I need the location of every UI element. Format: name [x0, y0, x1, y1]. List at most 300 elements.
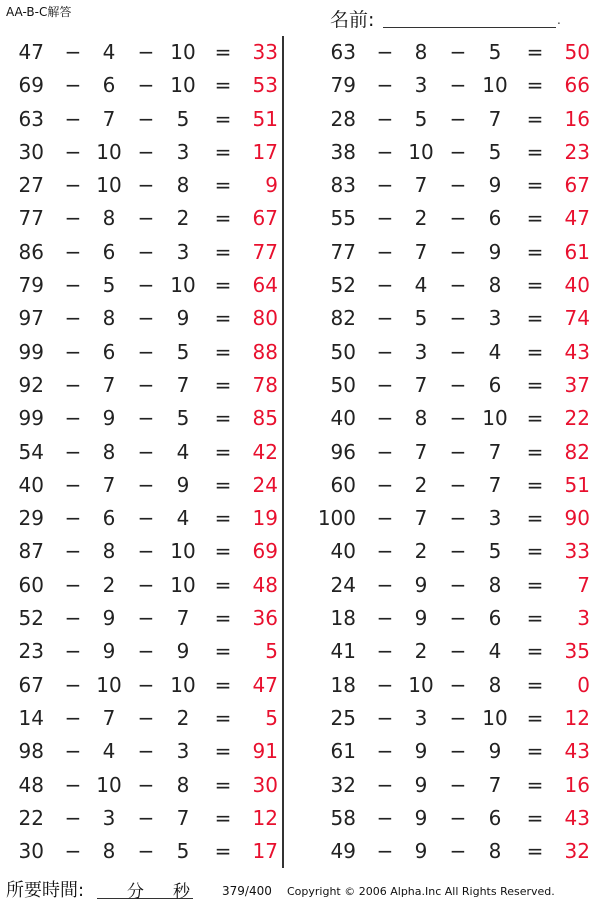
subtrahend-2: 7 — [176, 372, 190, 397]
minus-sign: − — [449, 839, 467, 864]
minuend: 40 — [330, 406, 356, 431]
minuend: 14 — [18, 705, 44, 730]
subtrahend-2: 9 — [176, 306, 190, 331]
answer: 90 — [564, 506, 590, 531]
problem-row — [0, 669, 290, 702]
answer: 23 — [564, 139, 590, 164]
problem-row — [0, 469, 290, 502]
equals-sign: = — [214, 372, 232, 397]
answer: 30 — [252, 772, 278, 797]
minus-sign: − — [449, 705, 467, 730]
minus-sign: − — [64, 306, 82, 331]
answer: 67 — [252, 206, 278, 231]
equals-sign: = — [526, 173, 544, 198]
minus-sign: − — [64, 73, 82, 98]
problems-left-column — [0, 36, 290, 868]
problem-row — [312, 669, 600, 702]
answer: 5 — [265, 705, 278, 730]
subtrahend-1: 10 — [96, 139, 122, 164]
problem-row — [312, 136, 600, 169]
minus-sign: − — [449, 106, 467, 131]
answer: 82 — [564, 439, 590, 464]
problem-row — [0, 436, 290, 469]
equals-sign: = — [526, 472, 544, 497]
minuend: 79 — [18, 273, 44, 298]
minus-sign: − — [376, 705, 394, 730]
answer: 47 — [564, 206, 590, 231]
answer: 91 — [252, 739, 278, 764]
minus-sign: − — [376, 239, 394, 264]
equals-sign: = — [214, 606, 232, 631]
minuend: 48 — [18, 772, 44, 797]
minutes-unit: 分 — [127, 882, 144, 902]
minus-sign: − — [376, 672, 394, 697]
subtrahend-1: 7 — [414, 439, 428, 464]
subtrahend-2: 3 — [488, 506, 502, 531]
subtrahend-1: 4 — [102, 40, 116, 64]
minuend: 63 — [330, 40, 356, 64]
subtrahend-1: 9 — [414, 805, 428, 830]
subtrahend-2: 10 — [170, 73, 196, 98]
problem-row — [0, 635, 290, 668]
minus-sign: − — [64, 839, 82, 864]
equals-sign: = — [526, 639, 544, 664]
minus-sign: − — [137, 772, 155, 797]
subtrahend-1: 9 — [414, 739, 428, 764]
minus-sign: − — [449, 139, 467, 164]
subtrahend-2: 5 — [176, 106, 190, 131]
subtrahend-1: 8 — [102, 206, 116, 231]
minuend: 82 — [330, 306, 356, 331]
minus-sign: − — [64, 106, 82, 131]
copyright: Copyright © 2006 Alpha.Inc All Rights Reserved. — [287, 885, 555, 898]
subtrahend-1: 3 — [414, 73, 428, 98]
minuend: 47 — [18, 40, 44, 64]
minuend: 23 — [18, 639, 44, 664]
equals-sign: = — [526, 805, 544, 830]
equals-sign: = — [214, 539, 232, 564]
answer: 17 — [252, 139, 278, 164]
subtrahend-2: 8 — [488, 572, 502, 597]
subtrahend-1: 10 — [96, 772, 122, 797]
minuend: 25 — [330, 705, 356, 730]
minus-sign: − — [449, 173, 467, 198]
answer: 19 — [252, 506, 278, 531]
minus-sign: − — [376, 139, 394, 164]
minuend: 77 — [330, 239, 356, 264]
answer: 78 — [252, 372, 278, 397]
subtrahend-1: 9 — [102, 606, 116, 631]
problem-row — [312, 835, 600, 868]
answer: 66 — [564, 73, 590, 98]
subtrahend-2: 4 — [176, 506, 190, 531]
equals-sign: = — [214, 206, 232, 231]
minus-sign: − — [137, 273, 155, 298]
subtrahend-2: 10 — [170, 539, 196, 564]
answer: 80 — [252, 306, 278, 331]
minus-sign: − — [449, 672, 467, 697]
subtrahend-1: 10 — [408, 672, 434, 697]
equals-sign: = — [526, 206, 544, 231]
minus-sign: − — [64, 606, 82, 631]
equals-sign: = — [526, 572, 544, 597]
subtrahend-2: 6 — [488, 606, 502, 631]
answer: 64 — [252, 273, 278, 298]
answer: 43 — [564, 739, 590, 764]
subtrahend-2: 9 — [488, 239, 502, 264]
subtrahend-1: 7 — [414, 506, 428, 531]
subtrahend-1: 9 — [414, 839, 428, 864]
subtrahend-2: 10 — [482, 406, 508, 431]
problem-row — [312, 635, 600, 668]
minuend: 41 — [330, 639, 356, 664]
minus-sign: − — [449, 206, 467, 231]
subtrahend-1: 2 — [414, 639, 428, 664]
minuend: 52 — [18, 606, 44, 631]
minus-sign: − — [137, 672, 155, 697]
subtrahend-2: 10 — [482, 73, 508, 98]
answer: 43 — [564, 339, 590, 364]
equals-sign: = — [526, 839, 544, 864]
equals-sign: = — [526, 739, 544, 764]
subtrahend-2: 2 — [176, 206, 190, 231]
minus-sign: − — [64, 572, 82, 597]
equals-sign: = — [526, 273, 544, 298]
minus-sign: − — [64, 406, 82, 431]
subtrahend-2: 8 — [176, 772, 190, 797]
problem-row — [0, 402, 290, 435]
equals-sign: = — [214, 672, 232, 697]
problem-row — [312, 302, 600, 335]
answer: 32 — [564, 839, 590, 864]
problem-row — [312, 502, 600, 535]
answer: 33 — [564, 539, 590, 564]
subtrahend-1: 5 — [102, 273, 116, 298]
problem-row — [0, 236, 290, 269]
subtrahend-1: 5 — [414, 106, 428, 131]
problem-row — [0, 269, 290, 302]
answer: 51 — [252, 106, 278, 131]
minus-sign: − — [64, 139, 82, 164]
minuend: 98 — [18, 739, 44, 764]
subtrahend-2: 8 — [176, 173, 190, 198]
minuend: 54 — [18, 439, 44, 464]
minus-sign: − — [449, 239, 467, 264]
answer: 16 — [564, 106, 590, 131]
minus-sign: − — [64, 372, 82, 397]
subtrahend-1: 3 — [102, 805, 116, 830]
subtrahend-1: 7 — [414, 173, 428, 198]
minuend: 30 — [18, 139, 44, 164]
minus-sign: − — [64, 339, 82, 364]
minus-sign: − — [137, 705, 155, 730]
minus-sign: − — [376, 572, 394, 597]
minus-sign: − — [449, 372, 467, 397]
subtrahend-1: 9 — [414, 572, 428, 597]
subtrahend-1: 7 — [102, 472, 116, 497]
minus-sign: − — [376, 539, 394, 564]
subtrahend-2: 9 — [488, 739, 502, 764]
subtrahend-2: 6 — [488, 206, 502, 231]
subtrahend-2: 7 — [488, 106, 502, 131]
subtrahend-1: 7 — [102, 372, 116, 397]
subtrahend-2: 7 — [488, 439, 502, 464]
name-field-line[interactable] — [383, 27, 556, 28]
subtrahend-2: 5 — [488, 139, 502, 164]
problem-row — [0, 36, 290, 69]
minuend: 52 — [330, 273, 356, 298]
answer: 40 — [564, 273, 590, 298]
minus-sign: − — [137, 73, 155, 98]
answer: 36 — [252, 606, 278, 631]
subtrahend-1: 7 — [414, 239, 428, 264]
problem-row — [0, 202, 290, 235]
minus-sign: − — [64, 472, 82, 497]
answer: 24 — [252, 472, 278, 497]
minus-sign: − — [137, 139, 155, 164]
answer: 9 — [265, 173, 278, 198]
minuend: 18 — [330, 606, 356, 631]
minus-sign: − — [376, 606, 394, 631]
minus-sign: − — [64, 805, 82, 830]
subtrahend-1: 10 — [408, 139, 434, 164]
minus-sign: − — [137, 472, 155, 497]
subtrahend-2: 7 — [488, 472, 502, 497]
equals-sign: = — [214, 572, 232, 597]
subtrahend-1: 8 — [102, 839, 116, 864]
subtrahend-1: 6 — [102, 339, 116, 364]
minus-sign: − — [137, 739, 155, 764]
minuend: 100 — [317, 506, 356, 531]
minuend: 77 — [18, 206, 44, 231]
subtrahend-2: 4 — [488, 339, 502, 364]
minuend: 49 — [330, 839, 356, 864]
minus-sign: − — [64, 672, 82, 697]
minuend: 99 — [18, 406, 44, 431]
minus-sign: − — [449, 306, 467, 331]
equals-sign: = — [214, 239, 232, 264]
equals-sign: = — [214, 273, 232, 298]
minus-sign: − — [137, 539, 155, 564]
minus-sign: − — [449, 772, 467, 797]
subtrahend-2: 8 — [488, 672, 502, 697]
subtrahend-2: 5 — [176, 339, 190, 364]
problem-row — [312, 802, 600, 835]
minus-sign: − — [376, 439, 394, 464]
minuend: 50 — [330, 372, 356, 397]
equals-sign: = — [526, 772, 544, 797]
minus-sign: − — [137, 506, 155, 531]
answer: 22 — [564, 406, 590, 431]
minus-sign: − — [376, 772, 394, 797]
subtrahend-2: 5 — [488, 40, 502, 64]
answer: 35 — [564, 639, 590, 664]
minus-sign: − — [376, 372, 394, 397]
subtrahend-2: 3 — [176, 139, 190, 164]
equals-sign: = — [526, 506, 544, 531]
problem-row — [312, 402, 600, 435]
subtrahend-1: 4 — [102, 739, 116, 764]
subtrahend-2: 7 — [176, 805, 190, 830]
minus-sign: − — [449, 739, 467, 764]
equals-sign: = — [526, 73, 544, 98]
minus-sign: − — [376, 506, 394, 531]
minus-sign: − — [64, 173, 82, 198]
subtrahend-2: 5 — [488, 539, 502, 564]
problem-row — [0, 702, 290, 735]
minuend: 27 — [18, 173, 44, 198]
minuend: 29 — [18, 506, 44, 531]
minuend: 63 — [18, 106, 44, 131]
score: 379/400 — [222, 884, 272, 898]
minus-sign: − — [376, 306, 394, 331]
problem-row — [312, 469, 600, 502]
problem-row — [312, 436, 600, 469]
problem-row — [312, 569, 600, 602]
minus-sign: − — [64, 705, 82, 730]
minuend: 61 — [330, 739, 356, 764]
problem-row — [0, 302, 290, 335]
minus-sign: − — [64, 739, 82, 764]
problem-row — [0, 602, 290, 635]
subtrahend-1: 2 — [414, 206, 428, 231]
equals-sign: = — [526, 406, 544, 431]
minus-sign: − — [449, 805, 467, 830]
equals-sign: = — [214, 139, 232, 164]
minus-sign: − — [449, 339, 467, 364]
minus-sign: − — [64, 639, 82, 664]
minus-sign: − — [376, 106, 394, 131]
subtrahend-1: 9 — [414, 772, 428, 797]
equals-sign: = — [526, 539, 544, 564]
equals-sign: = — [214, 40, 232, 64]
answer: 0 — [577, 672, 590, 697]
minus-sign: − — [449, 472, 467, 497]
subtrahend-2: 7 — [488, 772, 502, 797]
subtrahend-2: 10 — [170, 572, 196, 597]
equals-sign: = — [214, 472, 232, 497]
problem-row — [0, 802, 290, 835]
equals-sign: = — [526, 372, 544, 397]
minus-sign: − — [376, 739, 394, 764]
minus-sign: − — [449, 572, 467, 597]
answer: 77 — [252, 239, 278, 264]
subtrahend-1: 3 — [414, 705, 428, 730]
worksheet-title: AA-B-C解答 — [6, 5, 72, 19]
problem-row — [0, 502, 290, 535]
answer: 48 — [252, 572, 278, 597]
minus-sign: − — [137, 40, 155, 64]
equals-sign: = — [214, 339, 232, 364]
minuend: 79 — [330, 73, 356, 98]
equals-sign: = — [526, 106, 544, 131]
answer: 47 — [252, 672, 278, 697]
minus-sign: − — [376, 339, 394, 364]
name-label: 名前: — [330, 9, 375, 31]
problem-row — [312, 36, 600, 69]
minuend: 69 — [18, 73, 44, 98]
minus-sign: − — [376, 839, 394, 864]
answer: 50 — [564, 40, 590, 64]
answer: 16 — [564, 772, 590, 797]
equals-sign: = — [214, 705, 232, 730]
answer: 85 — [252, 406, 278, 431]
minuend: 83 — [330, 173, 356, 198]
minus-sign: − — [449, 73, 467, 98]
subtrahend-2: 5 — [176, 839, 190, 864]
equals-sign: = — [526, 339, 544, 364]
minus-sign: − — [376, 639, 394, 664]
answer: 12 — [564, 705, 590, 730]
minus-sign: − — [64, 772, 82, 797]
subtrahend-2: 2 — [176, 705, 190, 730]
time-label: 所要時間: — [6, 880, 85, 901]
minus-sign: − — [376, 406, 394, 431]
minus-sign: − — [137, 406, 155, 431]
subtrahend-2: 4 — [488, 639, 502, 664]
minuend: 24 — [330, 572, 356, 597]
subtrahend-2: 8 — [488, 839, 502, 864]
answer: 33 — [252, 40, 278, 64]
minus-sign: − — [376, 273, 394, 298]
equals-sign: = — [214, 173, 232, 198]
minuend: 58 — [330, 805, 356, 830]
answer: 17 — [252, 839, 278, 864]
subtrahend-1: 8 — [102, 306, 116, 331]
minus-sign: − — [376, 73, 394, 98]
minus-sign: − — [137, 306, 155, 331]
minus-sign: − — [449, 40, 467, 64]
answer: 51 — [564, 472, 590, 497]
minus-sign: − — [64, 439, 82, 464]
subtrahend-1: 9 — [102, 639, 116, 664]
equals-sign: = — [526, 139, 544, 164]
subtrahend-1: 2 — [414, 539, 428, 564]
problem-row — [0, 136, 290, 169]
minus-sign: − — [137, 839, 155, 864]
minuend: 86 — [18, 239, 44, 264]
minus-sign: − — [137, 339, 155, 364]
equals-sign: = — [526, 606, 544, 631]
subtrahend-1: 7 — [414, 372, 428, 397]
minus-sign: − — [64, 539, 82, 564]
subtrahend-1: 3 — [414, 339, 428, 364]
problem-row — [312, 69, 600, 102]
problem-row — [0, 69, 290, 102]
minus-sign: − — [64, 206, 82, 231]
answer: 5 — [265, 639, 278, 664]
equals-sign: = — [214, 805, 232, 830]
minus-sign: − — [376, 173, 394, 198]
problem-row — [312, 236, 600, 269]
problem-row — [312, 269, 600, 302]
minus-sign: − — [137, 106, 155, 131]
subtrahend-1: 10 — [96, 672, 122, 697]
problem-row — [0, 103, 290, 136]
minuend: 22 — [18, 805, 44, 830]
subtrahend-2: 3 — [176, 239, 190, 264]
subtrahend-2: 3 — [488, 306, 502, 331]
subtrahend-1: 7 — [102, 705, 116, 730]
problem-row — [312, 535, 600, 568]
minuend: 50 — [330, 339, 356, 364]
answer: 53 — [252, 73, 278, 98]
equals-sign: = — [214, 739, 232, 764]
equals-sign: = — [526, 672, 544, 697]
problem-row — [0, 569, 290, 602]
equals-sign: = — [214, 506, 232, 531]
minus-sign: − — [137, 606, 155, 631]
